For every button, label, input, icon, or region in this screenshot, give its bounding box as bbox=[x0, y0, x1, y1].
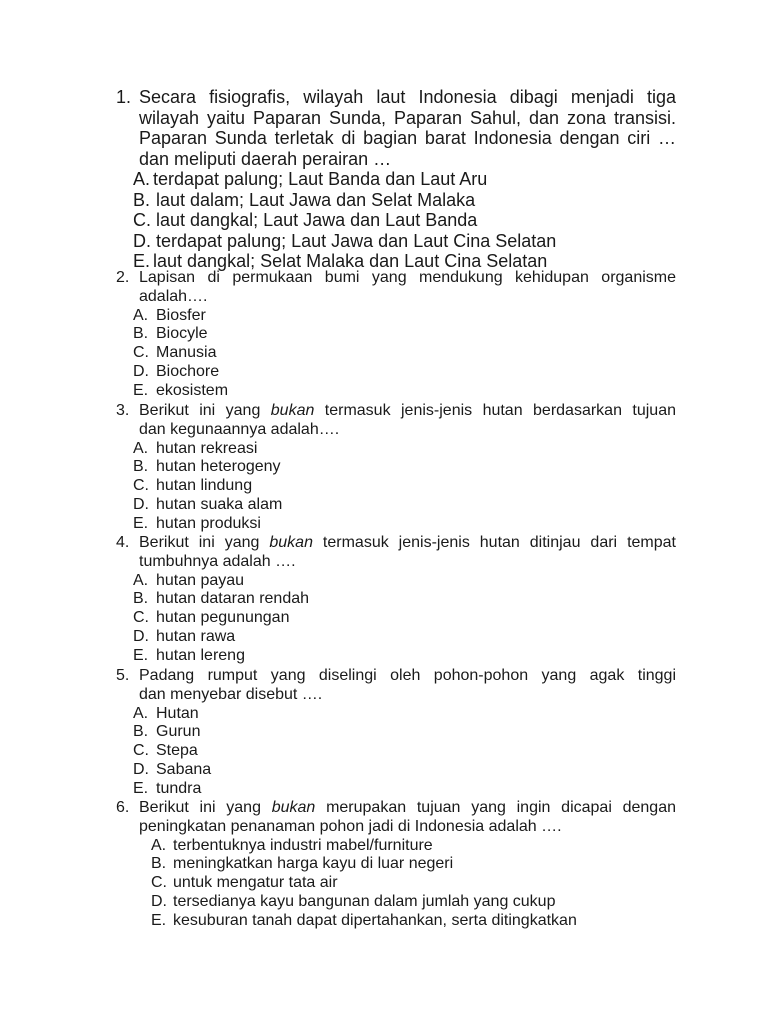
option-text: Sabana bbox=[156, 760, 212, 778]
option-text: laut dangkal; Selat Malaka dan Laut Cina Selatan bbox=[153, 251, 548, 271]
question-number: 5. bbox=[116, 667, 130, 684]
option-b bbox=[116, 190, 676, 211]
option-e bbox=[116, 515, 676, 534]
stem-line: dan meliputi daerah perairan … bbox=[139, 148, 392, 169]
option-letter: E. bbox=[133, 251, 151, 271]
option-c bbox=[116, 477, 676, 496]
option-letter: D. bbox=[133, 760, 149, 778]
option-c bbox=[116, 344, 676, 363]
option-letter: C. bbox=[133, 210, 151, 230]
option-letter: C. bbox=[133, 742, 149, 760]
stem-line: peningkatan penanaman pohon jadi di Indonesia adalah …. bbox=[139, 817, 562, 835]
option-text: hutan produksi bbox=[156, 514, 261, 532]
option-text: hutan rekreasi bbox=[156, 439, 258, 457]
option-letter: A. bbox=[133, 571, 149, 589]
option-text: hutan pegunungan bbox=[156, 609, 290, 627]
option-a bbox=[116, 572, 676, 591]
question-4 bbox=[116, 534, 676, 666]
option-c bbox=[116, 210, 676, 231]
option-text: hutan suaka alam bbox=[156, 495, 283, 513]
option-d bbox=[116, 893, 676, 912]
option-text: tundra bbox=[156, 779, 202, 797]
question-1 bbox=[116, 87, 676, 272]
question-stem bbox=[116, 799, 676, 837]
option-letter: B. bbox=[133, 590, 149, 608]
option-c bbox=[116, 742, 676, 761]
option-letter: C. bbox=[133, 609, 149, 627]
stem-text: termasuk jenis-jenis hutan ditinjau dari tempat bbox=[312, 534, 676, 551]
option-d bbox=[116, 231, 676, 252]
option-letter: A. bbox=[151, 836, 167, 854]
option-text: Gurun bbox=[156, 723, 201, 741]
stem-text: Berikut ini yang bbox=[139, 799, 272, 816]
option-e bbox=[116, 780, 676, 799]
stem-line: Paparan Sunda terletak di bagian barat Indonesia dengan ciri … bbox=[139, 128, 676, 148]
option-a bbox=[116, 837, 676, 856]
option-letter: B. bbox=[133, 458, 149, 476]
question-number: 3. bbox=[116, 402, 130, 419]
option-text: tersedianya kayu bangunan dalam jumlah yang cukup bbox=[173, 892, 556, 910]
option-text: laut dangkal; Laut Jawa dan Laut Banda bbox=[156, 210, 478, 230]
option-letter: C. bbox=[151, 874, 167, 892]
option-text: hutan heterogeny bbox=[156, 458, 281, 476]
option-a bbox=[116, 307, 676, 326]
stem-text: merupakan tujuan yang ingin dicapai dengan bbox=[315, 799, 677, 816]
option-text: Hutan bbox=[156, 704, 199, 722]
stem-line bbox=[139, 534, 676, 553]
stem-text: termasuk jenis-jenis hutan berdasarkan tujuan bbox=[314, 402, 676, 419]
option-text: Biochore bbox=[156, 362, 220, 380]
option-letter: E. bbox=[151, 911, 167, 929]
option-letter: D. bbox=[133, 495, 149, 513]
question-stem bbox=[116, 402, 676, 440]
question-2 bbox=[116, 269, 676, 401]
option-b bbox=[116, 590, 676, 609]
option-letter: E. bbox=[133, 779, 149, 797]
stem-line: wilayah yaitu Paparan Sunda, Paparan Sahul, dan zona transisi. bbox=[139, 107, 676, 128]
option-text: laut dalam; Laut Jawa dan Selat Malaka bbox=[156, 189, 476, 210]
stem-line bbox=[139, 402, 676, 421]
option-e bbox=[116, 912, 676, 931]
option-text: Manusia bbox=[156, 344, 217, 362]
option-text: untuk mengatur tata air bbox=[173, 874, 338, 892]
option-e bbox=[116, 647, 676, 666]
stem-line: dan kegunaannya adalah…. bbox=[139, 420, 340, 438]
option-letter: E. bbox=[133, 514, 149, 532]
question-5 bbox=[116, 667, 676, 799]
option-text: hutan lindung bbox=[156, 477, 253, 495]
question-stem bbox=[116, 87, 676, 169]
option-letter: D. bbox=[151, 892, 167, 910]
option-text: hutan rawa bbox=[156, 627, 236, 645]
option-text: kesuburan tanah dapat dipertahankan, serta ditingkatkan bbox=[173, 911, 577, 929]
option-b bbox=[116, 325, 676, 344]
option-b bbox=[116, 723, 676, 742]
option-c bbox=[116, 609, 676, 628]
question-number: 6. bbox=[116, 799, 130, 816]
option-letter: C. bbox=[133, 477, 149, 495]
option-text: hutan dataran rendah bbox=[156, 590, 310, 608]
option-text: meningkatkan harga kayu di luar negeri bbox=[173, 855, 454, 873]
option-a bbox=[116, 440, 676, 459]
stem-line: adalah…. bbox=[139, 287, 208, 305]
option-letter: B. bbox=[151, 855, 167, 873]
option-a bbox=[116, 705, 676, 724]
option-b bbox=[116, 855, 676, 874]
option-letter: B. bbox=[133, 723, 149, 741]
option-a bbox=[116, 169, 676, 190]
option-letter: D. bbox=[133, 627, 149, 645]
stem-line: dan menyebar disebut …. bbox=[139, 685, 323, 703]
option-text: terbentuknya industri mabel/furniture bbox=[173, 836, 433, 854]
emphasis-text: bukan bbox=[269, 534, 313, 551]
option-d bbox=[116, 628, 676, 647]
question-number: 1. bbox=[116, 87, 132, 107]
question-stem bbox=[116, 667, 676, 705]
stem-line: tumbuhnya adalah …. bbox=[139, 552, 296, 570]
stem-text: Berikut ini yang bbox=[139, 534, 270, 551]
stem-text: Berikut ini yang bbox=[139, 402, 271, 419]
emphasis-text: bukan bbox=[270, 402, 315, 419]
option-letter: C. bbox=[133, 344, 149, 362]
stem-line: Padang rumput yang diselingi oleh pohon-pohon yang agak tinggi bbox=[139, 667, 676, 684]
option-letter: E. bbox=[133, 646, 149, 664]
option-letter: A. bbox=[133, 704, 149, 722]
option-text: hutan lereng bbox=[156, 646, 245, 664]
question-number: 2. bbox=[116, 269, 130, 286]
option-text: terdapat palung; Laut Banda dan Laut Aru bbox=[153, 169, 488, 189]
option-letter: E. bbox=[133, 381, 149, 399]
question-3 bbox=[116, 402, 676, 534]
option-c bbox=[116, 874, 676, 893]
question-number: 4. bbox=[116, 534, 130, 551]
emphasis-text: bukan bbox=[271, 799, 316, 816]
option-letter: D. bbox=[133, 362, 149, 380]
question-stem bbox=[116, 534, 676, 572]
option-text: Biocyle bbox=[156, 325, 208, 343]
option-text: ekosistem bbox=[156, 381, 229, 399]
question-6 bbox=[116, 799, 676, 931]
option-letter: B. bbox=[133, 189, 151, 210]
option-letter: D. bbox=[133, 230, 151, 251]
option-text: hutan payau bbox=[156, 571, 245, 589]
option-e bbox=[116, 382, 676, 401]
option-letter: A. bbox=[133, 439, 149, 457]
stem-line: Secara fisiografis, wilayah laut Indonesia dibagi menjadi tiga bbox=[139, 87, 676, 107]
option-b bbox=[116, 458, 676, 477]
option-d bbox=[116, 761, 676, 780]
stem-line bbox=[139, 799, 676, 818]
option-d bbox=[116, 496, 676, 515]
option-text: Stepa bbox=[156, 742, 198, 760]
option-text: terdapat palung; Laut Jawa dan Laut Cina Selatan bbox=[156, 230, 557, 251]
stem-line: Lapisan di permukaan bumi yang mendukung kehidupan organisme bbox=[139, 269, 676, 286]
option-letter: A. bbox=[133, 306, 149, 324]
option-letter: B. bbox=[133, 325, 149, 343]
option-text: Biosfer bbox=[156, 306, 206, 324]
option-letter: A. bbox=[133, 169, 151, 189]
question-stem bbox=[116, 269, 676, 307]
option-d bbox=[116, 363, 676, 382]
